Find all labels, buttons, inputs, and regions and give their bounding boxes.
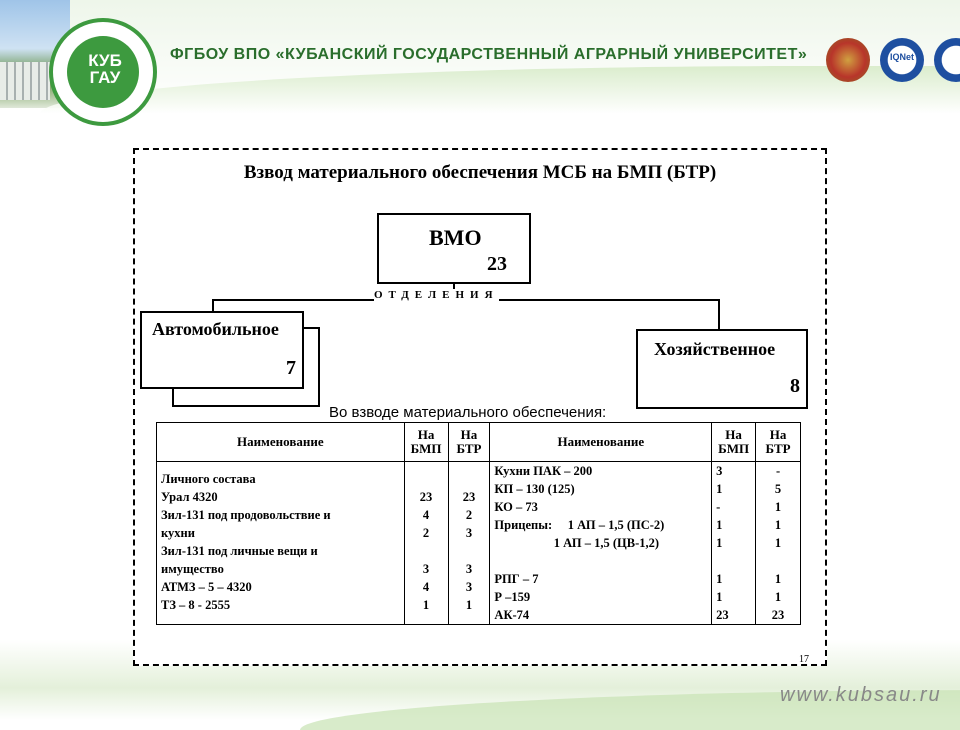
left-item: имущество: [161, 562, 224, 576]
left-btr-value: 23: [462, 490, 476, 504]
left-bmp-value: 4: [422, 580, 430, 594]
left-names-cell: [157, 462, 405, 625]
header-name-left: Наименование: [157, 423, 405, 462]
ussr-medal-icon: [826, 38, 870, 82]
right-item: АК-74: [494, 608, 530, 622]
connector-label: ОТДЕЛЕНИЯ: [374, 289, 499, 301]
vmo-name: ВМО: [429, 225, 482, 250]
right-bmp-value: 1: [716, 572, 723, 586]
left-item: ТЗ – 8 - 2555: [161, 598, 231, 612]
right-bmp-value: -: [716, 500, 721, 514]
left-btr-cell: [448, 462, 490, 625]
left-bmp-cell: [404, 462, 448, 625]
right-bmp-value: 1: [716, 482, 723, 496]
right-item: РПГ – 7: [494, 572, 539, 586]
right-bmp-value: 1: [716, 536, 723, 550]
table-caption: Во взводе материального обеспечения:: [329, 404, 607, 421]
vmo-count: 23: [487, 253, 507, 275]
right-item: Р –159: [494, 590, 531, 604]
left-item: Личного состава: [161, 472, 256, 486]
website-url[interactable]: www.kubsau.ru: [780, 684, 942, 706]
iqnet-badge-icon: IQNet: [880, 38, 924, 82]
left-btr-value: 3: [465, 526, 473, 540]
left-item: Зил-131 под продовольствие и: [161, 508, 331, 522]
left-item: АТМЗ – 5 – 4320: [161, 580, 252, 594]
left-item: кухни: [161, 526, 195, 540]
right-item: КО – 73: [494, 500, 538, 514]
left-bmp-value: 23: [419, 490, 433, 504]
right-btr-value: 1: [774, 500, 782, 514]
left-item: Урал 4320: [161, 490, 218, 504]
right-btr-value: 23: [771, 608, 785, 622]
university-logo: [49, 18, 157, 126]
left-bmp-value: 4: [422, 508, 430, 522]
right-btr-value: 1: [774, 590, 782, 604]
logo-text: КУБ ГАУ: [88, 51, 122, 87]
left-btr-value: 3: [465, 562, 473, 576]
slide-title: Взвод материального обеспечения МСБ на БМП (БТР): [243, 162, 717, 183]
left-btr-value: 2: [465, 508, 473, 522]
household-box: [636, 329, 808, 409]
right-bmp-value: 1: [716, 590, 723, 604]
right-btr-value: 1: [774, 536, 782, 550]
right-item: КП – 130 (125): [494, 482, 575, 496]
right-bmp-value: 23: [716, 608, 729, 622]
header-bmp-right: На БМП: [712, 423, 756, 462]
header-btr-left: На БТР: [448, 423, 490, 462]
left-bmp-value: 3: [422, 562, 430, 576]
right-btr-value: 1: [774, 518, 782, 532]
left-item: Зил-131 под личные вещи и: [161, 544, 318, 558]
right-btr-value: -: [775, 464, 781, 478]
header-name-right: Наименование: [490, 423, 712, 462]
header-btr-right: На БТР: [756, 423, 801, 462]
right-item: [494, 552, 707, 570]
right-btr-value: 5: [774, 482, 782, 496]
right-item: 1 АП – 1,5 (ЦВ-1,2): [494, 536, 660, 550]
right-item: Прицепы: 1 АП – 1,5 (ПС-2): [494, 518, 665, 532]
university-title: ФГБОУ ВПО «КУБАНСКИЙ ГОСУДАРСТВЕННЫЙ АГРАРНЫЙ УНИВЕРСИТЕТ»: [170, 46, 808, 63]
right-bmp-value: 1: [716, 518, 723, 532]
right-bmp-cell: [712, 462, 756, 625]
page-number: 17: [799, 654, 809, 665]
auto-box: [140, 311, 304, 389]
connector-right: [718, 299, 720, 330]
left-btr-value: 3: [465, 580, 473, 594]
household-count: 8: [790, 375, 800, 397]
right-item: Кухни ПАК – 200: [494, 464, 593, 478]
right-names-cell: [490, 462, 712, 625]
header-bmp-left: На БМП: [404, 423, 448, 462]
vmo-box: [377, 213, 531, 284]
right-btr-cell: [756, 462, 801, 625]
auto-count: 7: [286, 357, 296, 379]
left-btr-value: 1: [465, 598, 473, 612]
equipment-table: [156, 422, 801, 625]
auto-name: Автомобильное: [152, 319, 279, 339]
table-header-row: [157, 423, 801, 462]
right-bmp-value: 3: [716, 464, 723, 478]
table-row: [157, 462, 801, 625]
household-name: Хозяйственное: [654, 339, 776, 359]
right-btr-value: 1: [774, 572, 782, 586]
left-bmp-value: 2: [422, 526, 430, 540]
left-bmp-value: 1: [422, 598, 430, 612]
